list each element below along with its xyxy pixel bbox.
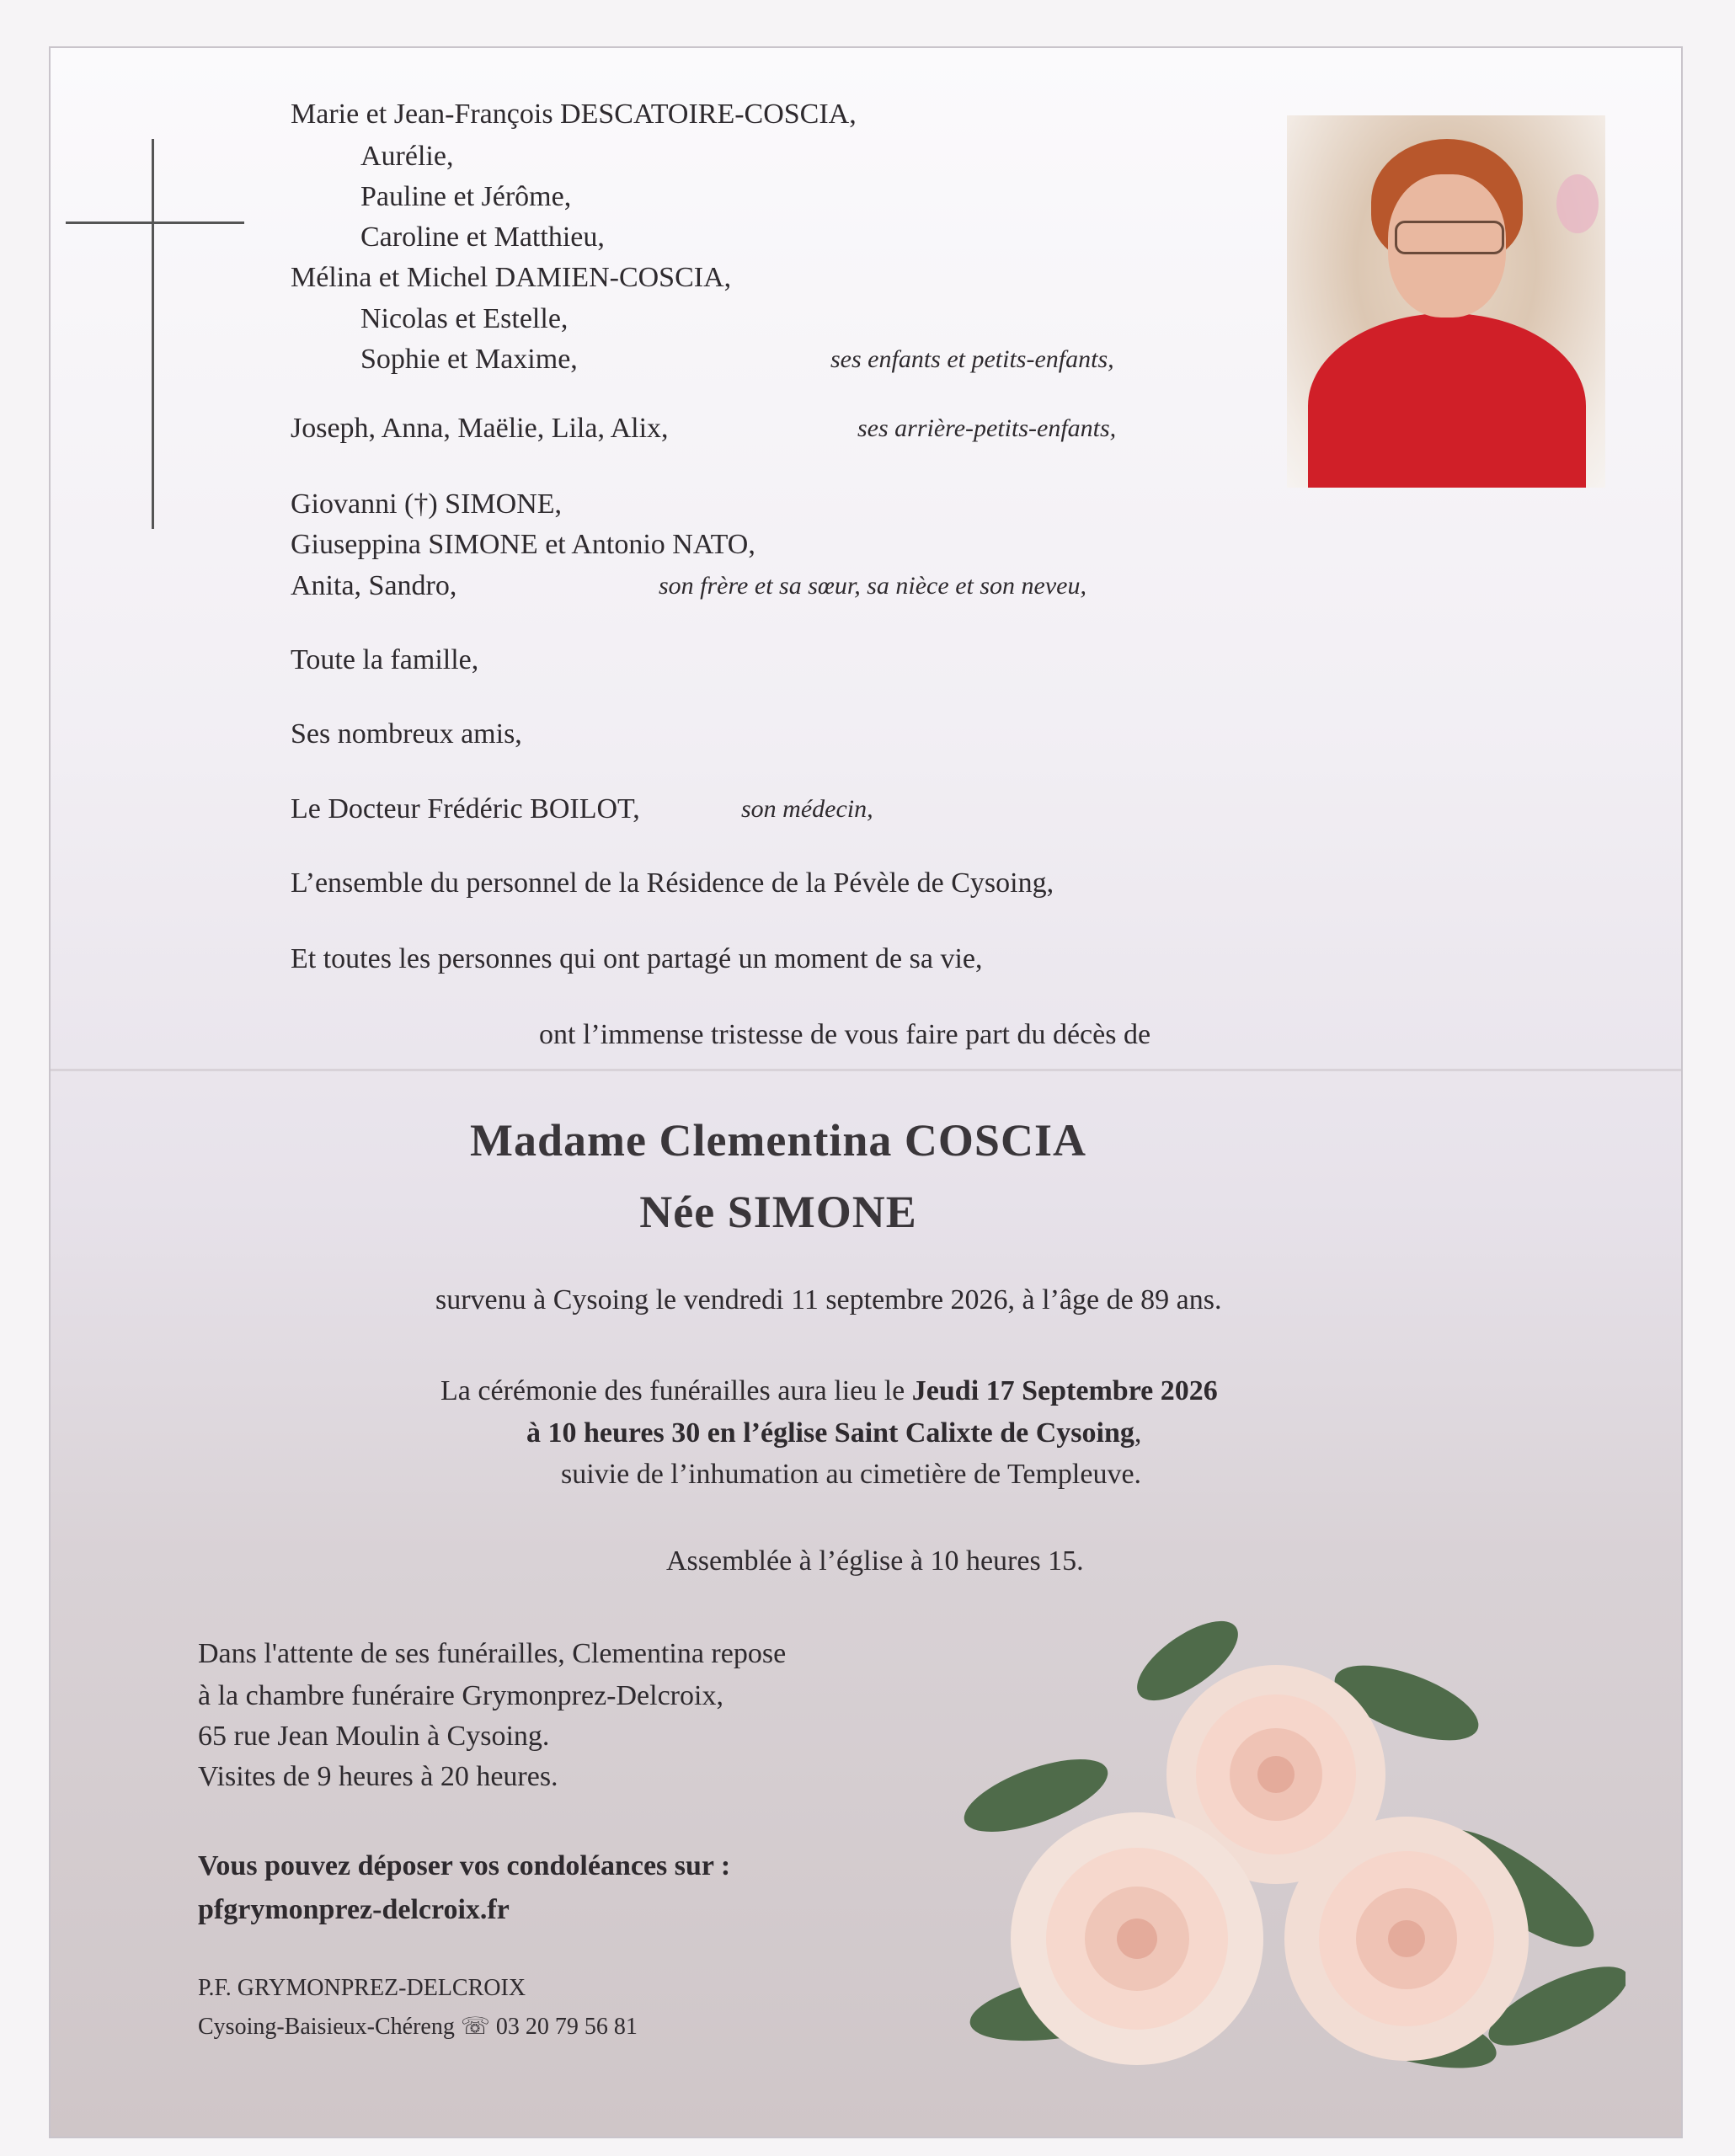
- company-contact: [198, 2015, 638, 2039]
- ceremony-line-1: [440, 1377, 1218, 1406]
- ceremony-intro: La cérémonie des funérailles aura lieu le: [440, 1375, 912, 1406]
- assembly-time: Assemblée à l’église à 10 heures 15.: [666, 1545, 1084, 1577]
- family-line-13: Ses nombreux amis,: [291, 718, 522, 750]
- rest-line-4: Visites de 9 heures à 20 heures.: [198, 1761, 558, 1792]
- family-line-4: Caroline et Matthieu,: [360, 221, 605, 253]
- family-line-15: L’ensemble du personnel de la Résidence de la Pévèle de Cysoing,: [291, 867, 1054, 899]
- company-town: Cysoing-Baisieux-Chéreng: [198, 2014, 455, 2040]
- ceremony-place: à 10 heures 30 en l’église Saint Calixte de Cysoing: [526, 1417, 1134, 1449]
- ceremony-line-3: suivie de l’inhumation au cimetière de Templeuve.: [561, 1459, 1142, 1490]
- family-line-10: Giuseppina SIMONE et Antonio NATO,: [291, 529, 755, 560]
- deceased-maiden-name: Née SIMONE: [639, 1187, 917, 1237]
- family-line-1: Marie et Jean-François DESCATOIRE-COSCIA,: [291, 99, 857, 130]
- rest-line-2: à la chambre funéraire Grymonprez-Delcroix,: [198, 1680, 723, 1711]
- ceremony-date: Jeudi 17 Septembre 2026: [911, 1375, 1218, 1406]
- family-line-2: Aurélie,: [360, 141, 454, 172]
- family-role-siblings: son frère et sa sœur, sa nièce et son neveu,: [659, 572, 1086, 600]
- family-line-11: Anita, Sandro,: [291, 570, 457, 601]
- family-role-great-grandchildren: ses arrière-petits-enfants,: [857, 414, 1117, 442]
- family-line-16: Et toutes les personnes qui ont partagé un moment de sa vie,: [291, 943, 983, 974]
- family-line-7: Sophie et Maxime,: [360, 344, 578, 375]
- portrait-photo: [1287, 115, 1605, 488]
- condolences-label: Vous pouvez déposer vos condoléances sur :: [198, 1850, 731, 1881]
- rest-line-1: Dans l'attente de ses funérailles, Clementina repose: [198, 1638, 787, 1669]
- announcement-line: ont l’immense tristesse de vous faire part du décès de: [539, 1019, 1151, 1050]
- funeral-company: P.F. GRYMONPREZ-DELCROIX: [198, 1975, 526, 2001]
- family-line-14: Le Docteur Frédéric BOILOT,: [291, 793, 640, 825]
- roses-image: [935, 1610, 1626, 2082]
- rest-line-3: 65 rue Jean Moulin à Cysoing.: [198, 1721, 550, 1752]
- family-line-12: Toute la famille,: [291, 644, 479, 675]
- family-line-9: Giovanni (†) SIMONE,: [291, 488, 563, 520]
- family-role-doctor: son médecin,: [741, 795, 873, 823]
- ceremony-line-2: [526, 1419, 1141, 1448]
- fold-line: [51, 1069, 1681, 1071]
- family-role-children: ses enfants et petits-enfants,: [830, 345, 1114, 373]
- company-phone: 03 20 79 56 81: [495, 2014, 638, 2040]
- family-line-5: Mélina et Michel DAMIEN-COSCIA,: [291, 262, 732, 293]
- deceased-name: Madame Clementina COSCIA: [470, 1115, 1086, 1166]
- death-details: survenu à Cysoing le vendredi 11 septembre 2026, à l’âge de 89 ans.: [435, 1284, 1222, 1315]
- family-line-6: Nicolas et Estelle,: [360, 303, 569, 334]
- family-line-3: Pauline et Jérôme,: [360, 181, 572, 212]
- obituary-card: [49, 46, 1683, 2138]
- condolences-website[interactable]: pfgrymonprez-delcroix.fr: [198, 1894, 510, 1925]
- phone-icon: ☏: [460, 2014, 490, 2040]
- ceremony-place-comma: ,: [1134, 1417, 1142, 1449]
- family-line-8: Joseph, Anna, Maëlie, Lila, Alix,: [291, 413, 669, 444]
